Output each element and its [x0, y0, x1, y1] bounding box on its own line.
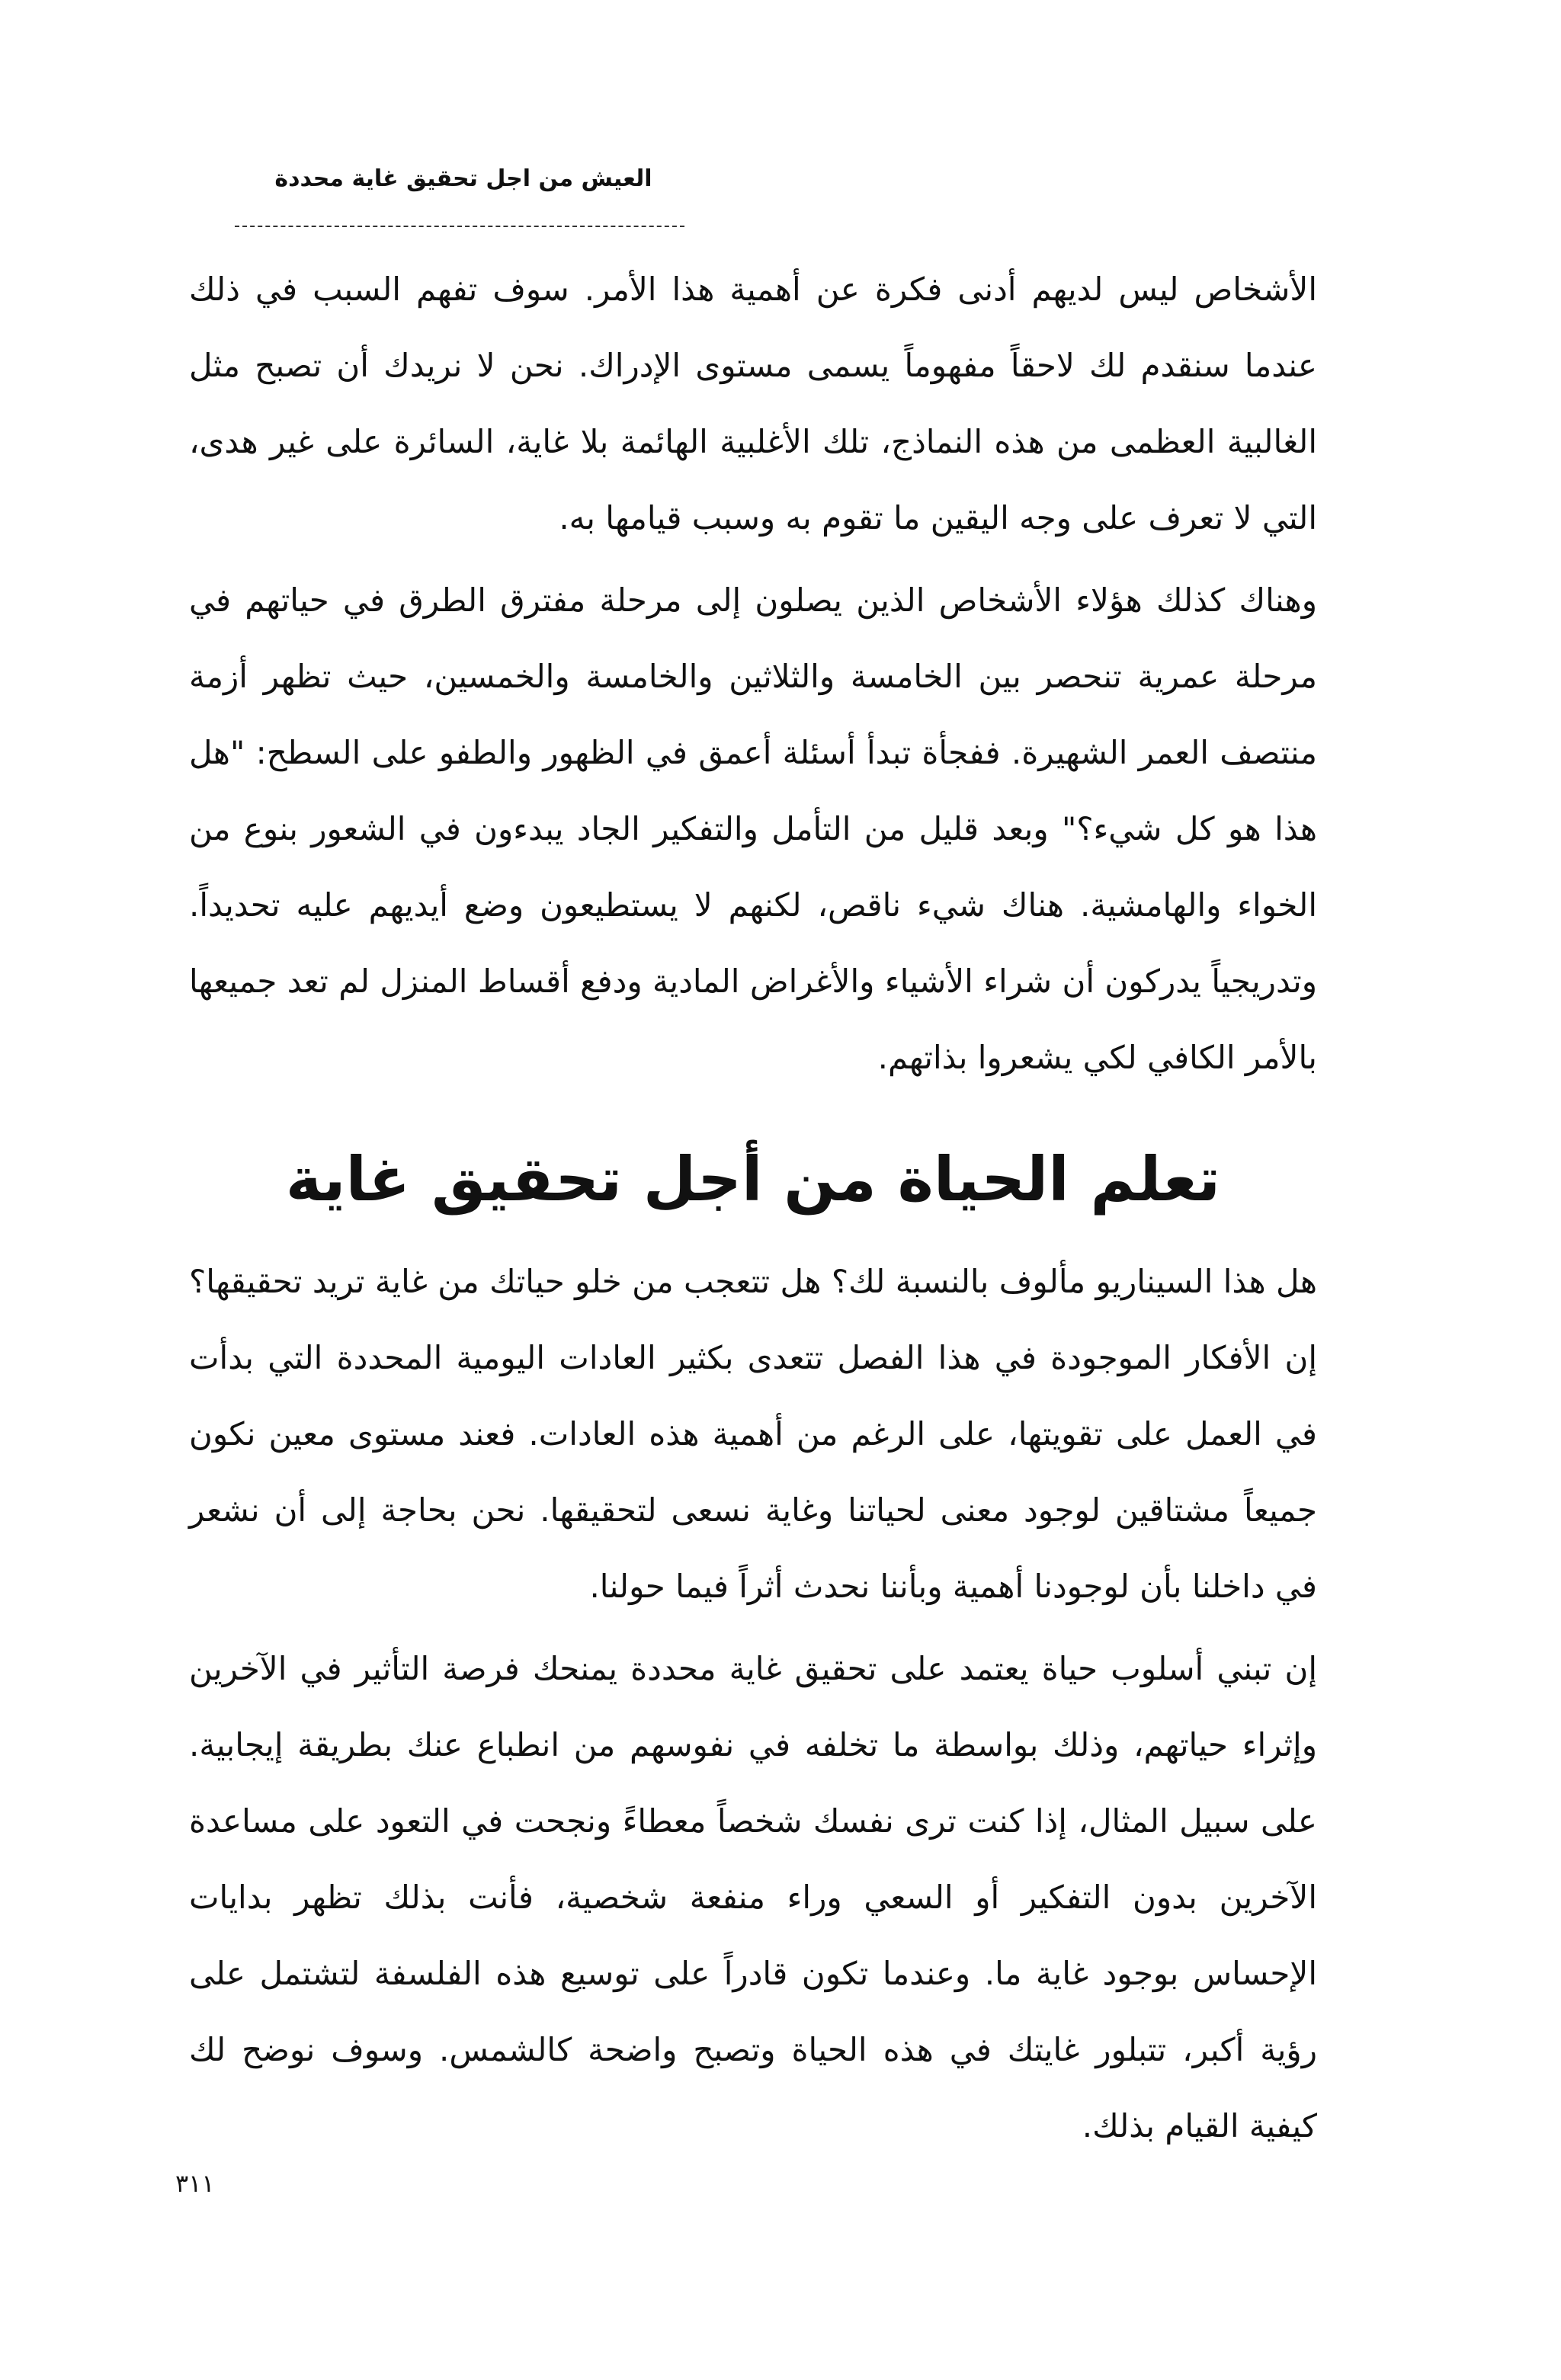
- paragraph: وهناك كذلك هؤلاء الأشخاص الذين يصلون إلى مرحلة مفترق الطرق في حياتهم في مرحلة عمرية تنحصر بين الخامسة والثلاثين والخامسة والخمسين، حيث تظهر أزمة منتصف العمر الشهيرة. ففجأة تبدأ أسئلة أعمق في الظهور والطفو على السطح: "هل هذا هو كل شيء؟" وبعد قليل من التأمل والتفكير الجاد يبدءون في الشعور بنوع من الخواء والهامشية. هناك شيء ناقص، لكنهم لا يستطيعون وضع أيديهم عليه تحديداً. وتدريجياً يدركون أن شراء الأشياء والأغراض المادية ودفع أقساط المنزل لم تعد جميعها بالأمر الكافي لكي يشعروا بذاتهم.: [189, 581, 1317, 1076]
- header-divider: [235, 226, 684, 227]
- paragraph: هل هذا السيناريو مألوف بالنسبة لك؟ هل تتعجب من خلو حياتك من غاية تريد تحقيقها؟ إن الأفكار الموجودة في هذا الفصل تتعدى بكثير العادات اليومية المحددة التي بدأت في العمل على تقويتها، على الرغم من أهمية هذه العادات. فعند مستوى معين نكون جميعاً مشتاقين لوجود معنى لحياتنا وغاية نسعى لتحقيقها. نحن بحاجة إلى أن نشعر في داخلنا بأن لوجودنا أهمية وبأننا نحدث أثراً فيما حولنا.: [189, 1263, 1317, 1605]
- paragraph: الأشخاص ليس لديهم أدنى فكرة عن أهمية هذا الأمر. سوف تفهم السبب في ذلك عندما سنقدم لك لاحقاً مفهوماً يسمى مستوى الإدراك. نحن لا نريدك أن تصبح مثل الغالبية العظمى من هذه النماذج، تلك الأغلبية الهائمة بلا غاية، السائرة على غير هدى، التي لا تعرف على وجه اليقين ما تقوم به وسبب قيامها به.: [189, 271, 1317, 537]
- body-text: [189, 251, 1317, 2164]
- section-heading: تعلم الحياة من أجل تحقيق غاية: [285, 1144, 1221, 1215]
- running-header: العيش من اجل تحقيق غاية محددة: [274, 165, 652, 192]
- paragraph: إن تبني أسلوب حياة يعتمد على تحقيق غاية محددة يمنحك فرصة التأثير في الآخرين وإثراء حياتهم، وذلك بواسطة ما تخلفه في نفوسهم من انطباع عنك بطريقة إيجابية. على سبيل المثال، إذا كنت ترى نفسك شخصاً معطاءً ونجحت في التعود على مساعدة الآخرين بدون التفكير أو السعي وراء منفعة شخصية، فأنت بذلك تظهر بدايات الإحساس بوجود غاية ما. وعندما تكون قادراً على توسيع هذه الفلسفة لتشتمل على رؤية أكبر، تتبلور غايتك في هذه الحياة وتصبح واضحة كالشمس. وسوف نوضح لك كيفية القيام بذلك.: [189, 1650, 1317, 2145]
- page-number: ٣١١: [175, 2169, 215, 2198]
